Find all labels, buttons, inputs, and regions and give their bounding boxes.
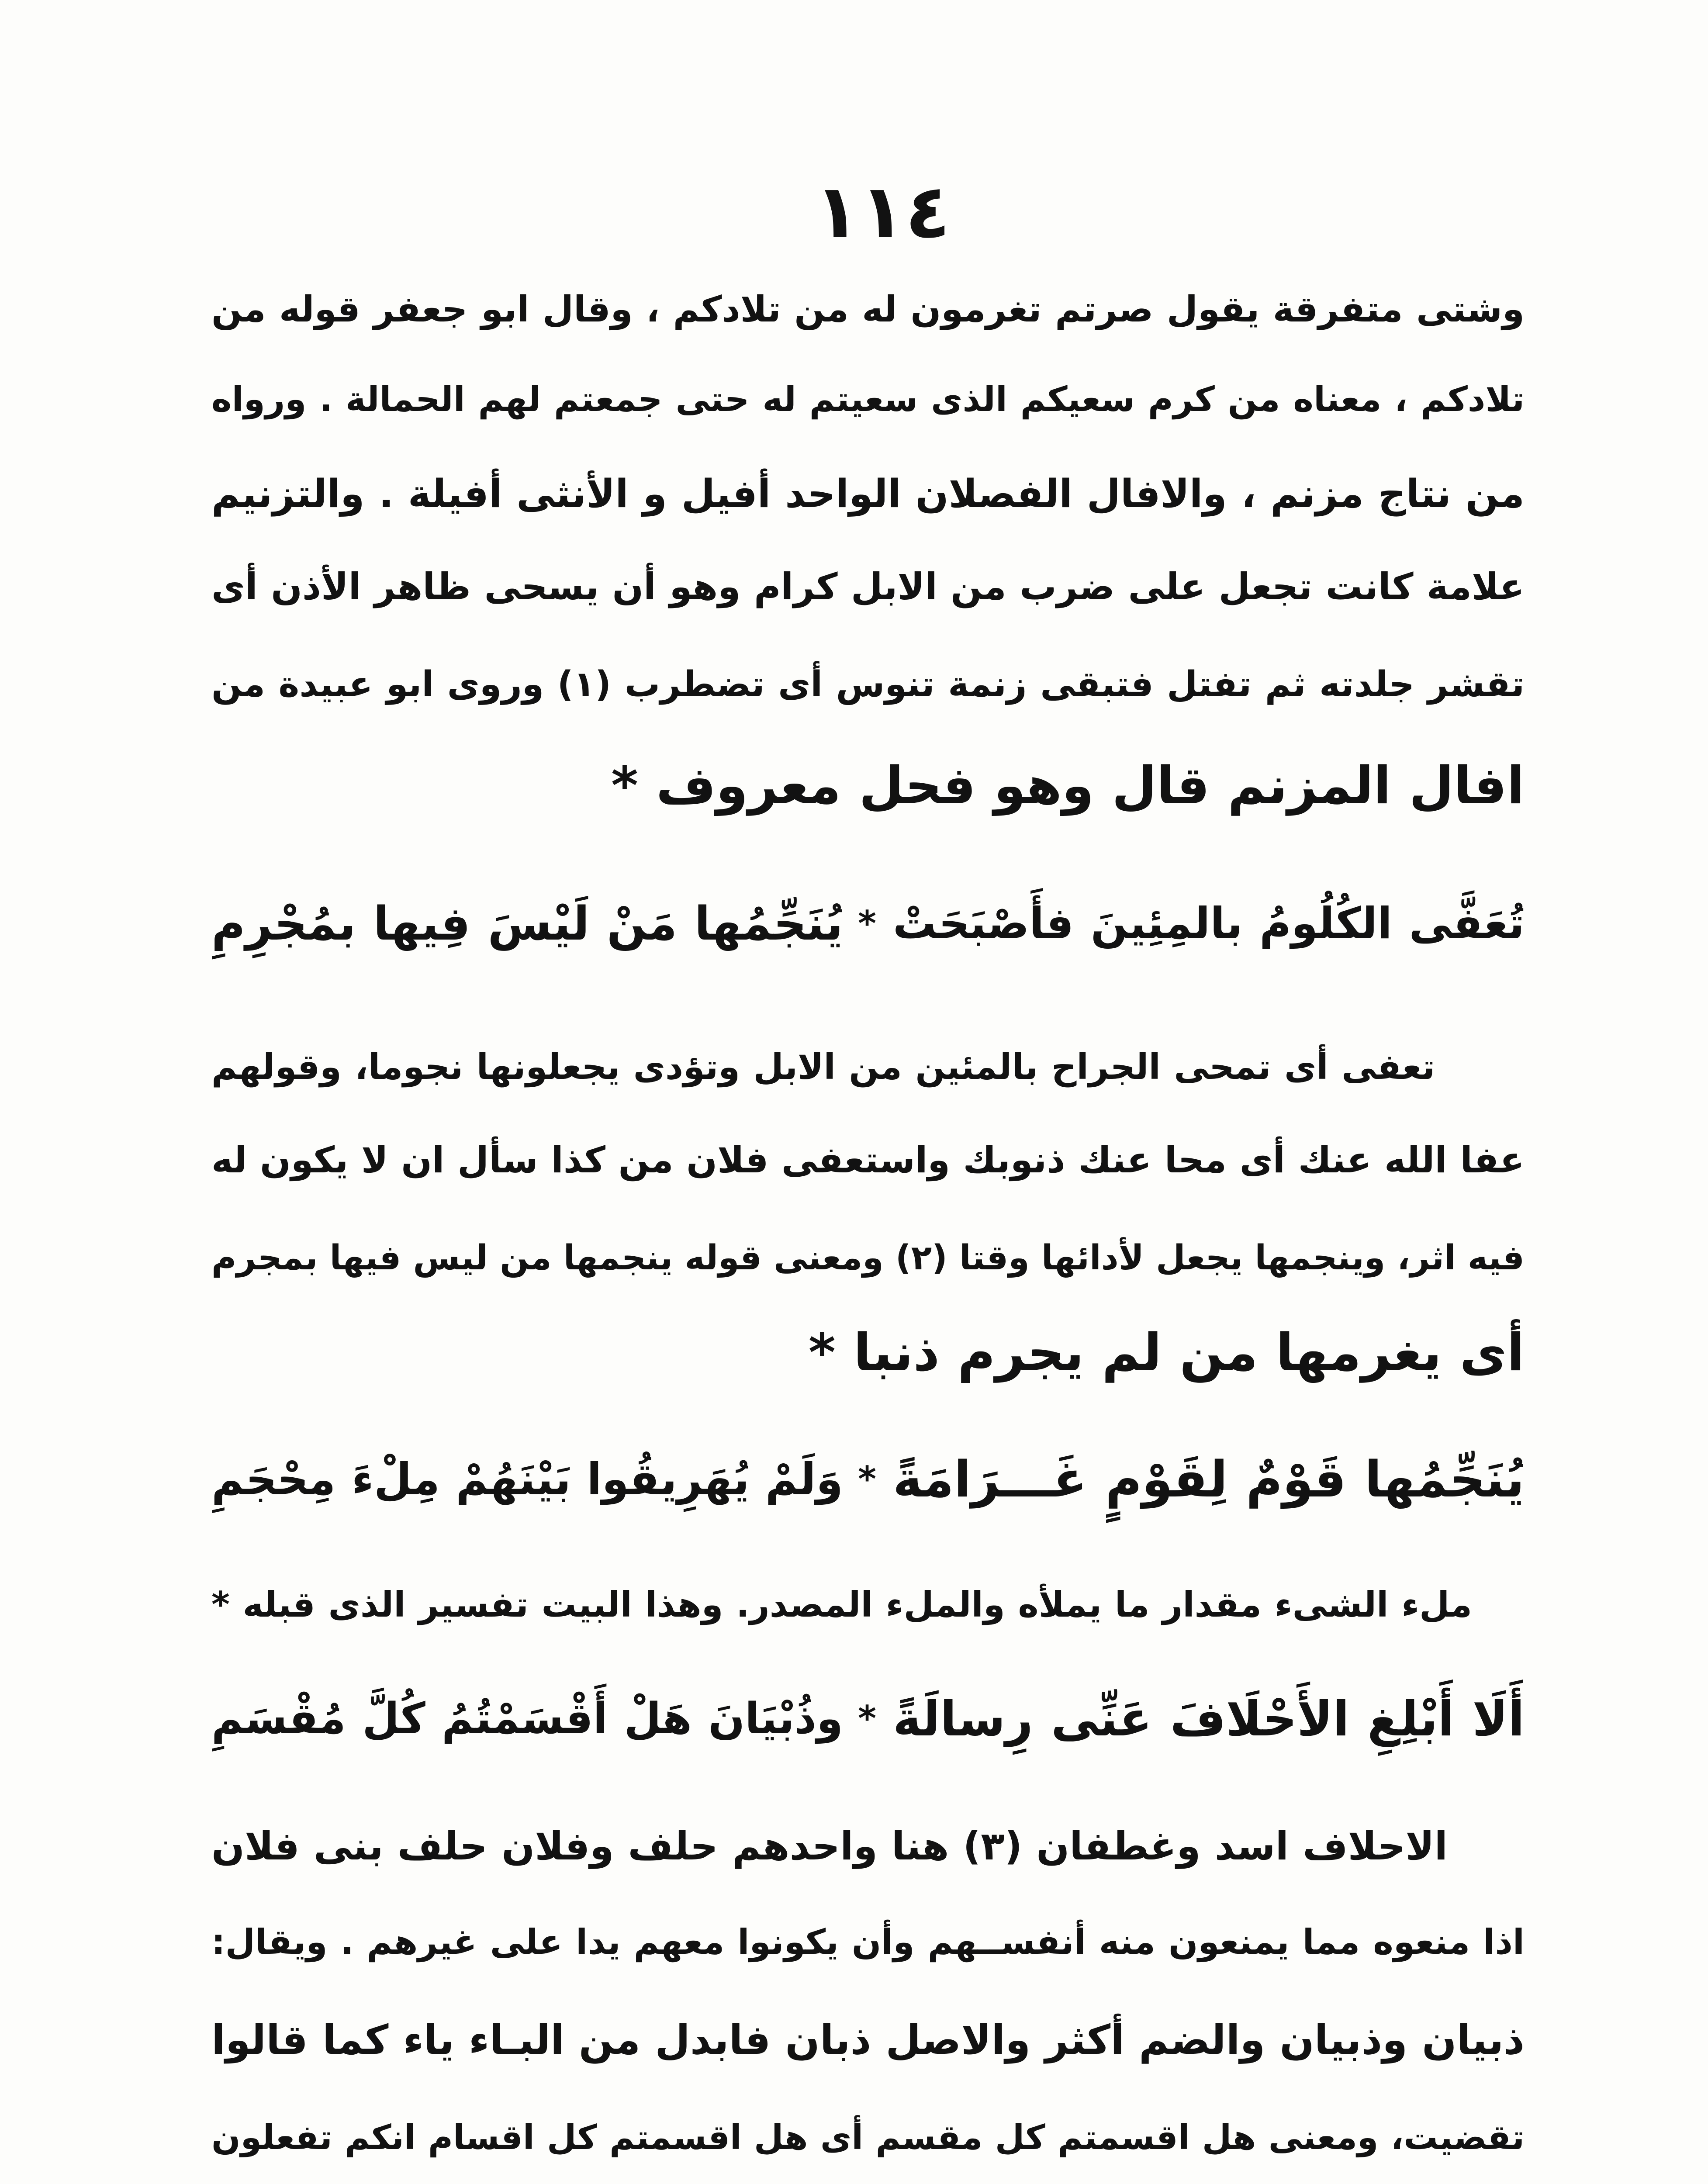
verse: [210, 1414, 1525, 1545]
text-line: فيه اثر، وينجمها يجعل لأدائها وقتا (٢) ومعنى قوله ينجمها من ليس فيها بمجرم: [211, 1238, 1525, 1278]
page-number: ١١٤: [814, 169, 951, 255]
text-line: من نتاج مزنم ، والافال الفصلان الواحد أفيل و الأنثى أفيلة . والتزنيم: [211, 471, 1525, 516]
verse: [210, 1653, 1525, 1784]
text-line: الاحلاف اسد وغطفان (٣) هنا واحدهم حلف وفلان حلف بنى فلان: [211, 1823, 1448, 1869]
verse-first-hemistich: تُعَفَّى الكُلُومُ بالمِئِينَ فأَصْبَحَتْ: [893, 898, 1525, 949]
text-line: ملء الشىء مقدار ما يملأه والملء المصدر. وهذا البيت تفسير الذى قبله *: [211, 1584, 1472, 1625]
verse-second-hemistich: وَلَمْ يُهَرِيقُوا بَيْنَهُمْ مِلْءَ مِحْجَمِ: [211, 1454, 843, 1505]
text-line: وشتى متفرقة يقول صرتم تغرمون له من تلادكم ، وقال ابو جعفر قوله من: [211, 289, 1525, 330]
verse: [210, 858, 1525, 989]
verse-second-hemistich: وذُبْيَانَ هَلْ أَقْسَمْتُمُ كُلَّ مُقْسَمِ: [211, 1694, 843, 1744]
verse-first-hemistich: أَلَا أَبْلِغِ الأَحْلَافَ عَنِّى رِسالَةً: [893, 1691, 1525, 1747]
verse-second-hemistich: يُنَجِّمُها مَنْ لَيْسَ فِيها بمُجْرِمِ: [211, 897, 843, 950]
text-line: ذبيان وذبيان والضم أكثر والاصل ذبان فابدل من البـاء ياء كما قالوا: [211, 2016, 1525, 2063]
text-line: عفا الله عنك أى محا عنك ذنوبك واستعفى فلان من كذا سأل ان لا يكون له: [211, 1139, 1525, 1181]
verse-separator: *: [858, 903, 876, 944]
verse-separator: *: [858, 1698, 876, 1739]
text-line: أى يغرمها من لم يجرم ذنبا *: [808, 1322, 1525, 1382]
verse-first-hemistich: يُنَجِّمُها قَوْمٌ لِقَوْمٍ غَـــرَامَةً: [893, 1450, 1525, 1508]
verse-separator: *: [858, 1459, 876, 1500]
text-line: تقشر جلدته ثم تفتل فتبقى زنمة تنوس أى تضطرب (١) وروى ابو عبيدة من: [211, 664, 1525, 705]
text-line: تلادكم ، معناه من كرم سعيكم الذى سعيتم له حتى جمعتم لهم الحمالة . ورواه: [211, 379, 1525, 419]
text-line: تقضيت، ومعنى هل اقسمتم كل مقسم أى هل اقسمتم كل اقسام انكم تفعلون: [211, 2118, 1525, 2157]
text-line: تعفى أى تمحى الجراح بالمئين من الابل وتؤدى يجعلونها نجوما، وقولهم: [211, 1047, 1435, 1087]
text-line: افال المزنم قال وهو فحل معروف *: [611, 755, 1525, 816]
text-line: علامة كانت تجعل على ضرب من الابل كرام وهو أن يسحى ظاهر الأذن أى: [211, 565, 1525, 608]
text-line: اذا منعوه مما يمنعون منه أنفســهم وأن يكونوا معهم يدا على غيرهم . ويقال:: [211, 1922, 1525, 1962]
